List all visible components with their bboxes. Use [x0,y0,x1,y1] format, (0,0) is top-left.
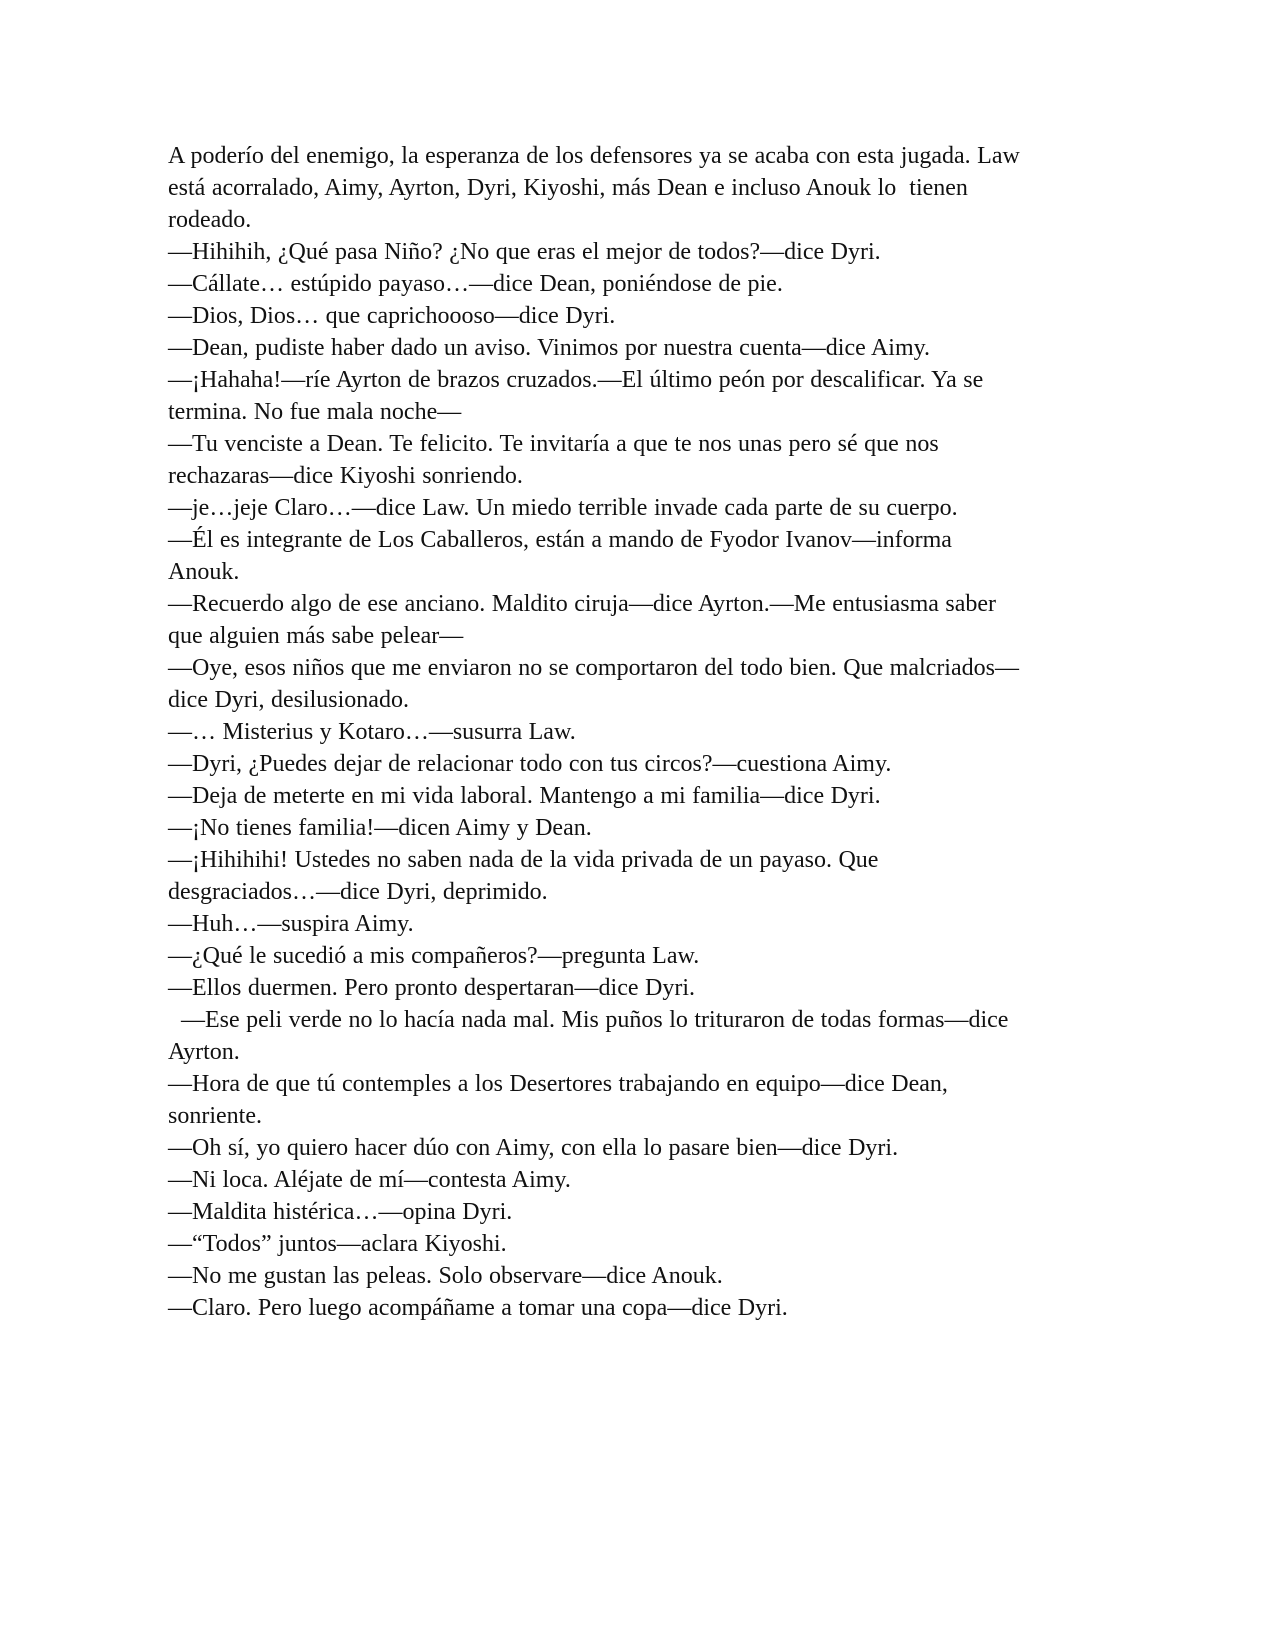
paragraph: —Tu venciste a Dean. Te felicito. Te invitaría a que te nos unas pero sé que nos rechazaras—dice Kiyoshi sonriendo. [168,431,946,489]
paragraph: —Él es integrante de Los Caballeros, están a mando de Fyodor Ivanov—informa Anouk. [168,527,958,585]
paragraph: —Cállate… estúpido payaso…—dice Dean, poniéndose de pie. [168,271,783,297]
paragraph: —Maldita histérica…—opina Dyri. [168,1199,513,1225]
paragraph: —je…jeje Claro…—dice Law. Un miedo terrible invade cada parte de su cuerpo. [168,495,958,521]
paragraph: —¡Hihihihi! Ustedes no saben nada de la vida privada de un payaso. Que desgraciados…—dice Dyri, deprimido. [168,847,885,905]
paragraph: —Deja de meterte en mi vida laboral. Mantengo a mi familia—dice Dyri. [168,783,881,809]
paragraph: —¿Qué le sucedió a mis compañeros?—pregunta Law. [168,943,700,969]
body-text [168,140,1028,1324]
paragraph: —Ese peli verde no lo hacía nada mal. Mis puños lo trituraron de todas formas—dice Ayrton. [168,1007,1014,1065]
paragraph: —Oye, esos niños que me enviaron no se comportaron del todo bien. Que malcriados—dice Dyri, desilusionado. [168,655,1019,713]
paragraph: —Hihihih, ¿Qué pasa Niño? ¿No que eras el mejor de todos?—dice Dyri. [168,239,881,265]
paragraph: —Dyri, ¿Puedes dejar de relacionar todo con tus circos?—cuestiona Aimy. [168,751,892,777]
paragraph: —Huh…—suspira Aimy. [168,911,414,937]
paragraph: —Dios, Dios… que caprichoooso—dice Dyri. [168,303,616,329]
paragraph: A poderío del enemigo, la esperanza de los defensores ya se acaba con esta jugada. Law está acorralado, Aimy, Ayrton, Dyri, Kiyoshi, más Dean e incluso Anouk lo tienen rodeado. [168,143,1027,233]
paragraph: —Dean, pudiste haber dado un aviso. Vinimos por nuestra cuenta—dice Aimy. [168,335,931,361]
paragraph: —¡No tienes familia!—dicen Aimy y Dean. [168,815,592,841]
paragraph: —“Todos” juntos—aclara Kiyoshi. [168,1231,507,1257]
paragraph: —Recuerdo algo de ese anciano. Maldito ciruja—dice Ayrton.—Me entusiasma saber que alguien más sabe pelear— [168,591,1003,649]
paragraph: —Hora de que tú contemples a los Desertores trabajando en equipo—dice Dean, sonriente. [168,1071,955,1129]
paragraph: —Claro. Pero luego acompáñame a tomar una copa—dice Dyri. [168,1295,788,1321]
paragraph: —… Misterius y Kotaro…—susurra Law. [168,719,576,745]
paragraph: —Oh sí, yo quiero hacer dúo con Aimy, con ella lo pasare bien—dice Dyri. [168,1135,899,1161]
paragraph: —Ni loca. Aléjate de mí—contesta Aimy. [168,1167,571,1193]
paragraph: —¡Hahaha!—ríe Ayrton de brazos cruzados.—El último peón por descalificar. Ya se termina. No fue mala noche— [168,367,990,425]
paragraph: —No me gustan las peleas. Solo observare—dice Anouk. [168,1263,723,1289]
paragraph: —Ellos duermen. Pero pronto despertaran—dice Dyri. [168,975,696,1001]
